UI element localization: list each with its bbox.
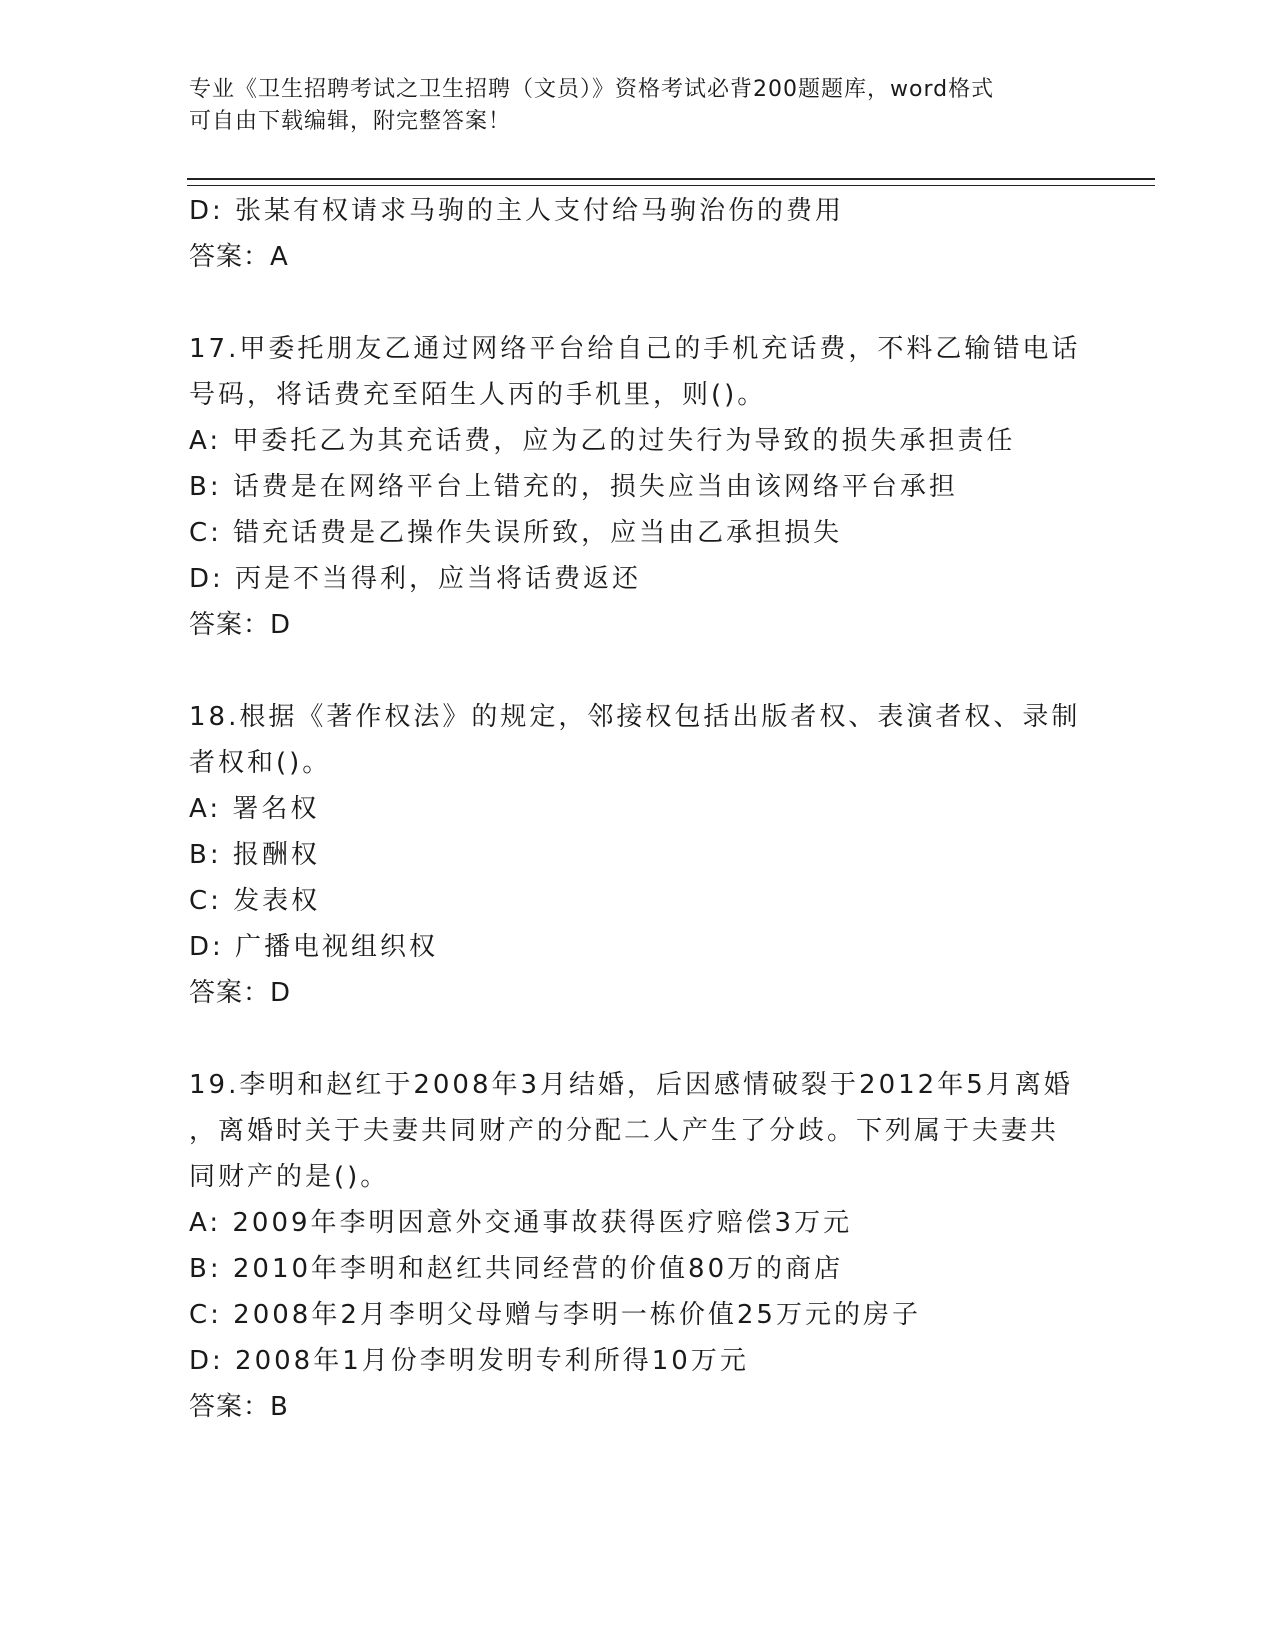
spacer [189, 1016, 1089, 1062]
question-17 [189, 326, 1089, 648]
question-18 [189, 694, 1089, 1016]
option-d: D: 2008年1月份李明发明专利所得10万元 [189, 1346, 749, 1376]
answer-line: 答案：A [189, 242, 289, 272]
header-line-2: 可自由下载编辑，附完整答案！ [189, 109, 512, 134]
question-stem-line: ，离婚时关于夫妻共同财产的分配二人产生了分歧。下列属于夫妻共 [189, 1116, 1060, 1146]
document-body [189, 188, 1089, 1430]
option-c: C: 错充话费是乙操作失误所致，应当由乙承担损失 [189, 518, 843, 548]
answer-line: 答案：D [189, 978, 292, 1008]
option-b: B: 2010年李明和赵红共同经营的价值80万的商店 [189, 1254, 844, 1284]
header-divider [187, 178, 1155, 186]
header-line-1: 专业《卫生招聘考试之卫生招聘（文员）》资格考试必背200题题库，word格式 [189, 77, 995, 102]
previous-question-tail [189, 188, 1089, 280]
option-a: A: 甲委托乙为其充话费，应为乙的过失行为导致的损失承担责任 [189, 426, 1016, 456]
option-b: B: 报酬权 [189, 840, 320, 870]
question-19 [189, 1062, 1089, 1430]
option-d: D: 张某有权请求马驹的主人支付给马驹治伤的费用 [189, 196, 845, 226]
option-d: D: 丙是不当得利，应当将话费返还 [189, 564, 642, 594]
page-header [189, 74, 1089, 138]
spacer [189, 280, 1089, 326]
option-a: A: 2009年李明因意外交通事故获得医疗赔偿3万元 [189, 1208, 853, 1238]
question-stem-line: 18.根据《著作权法》的规定，邻接权包括出版者权、表演者权、录制 [189, 702, 1081, 732]
option-b: B: 话费是在网络平台上错充的，损失应当由该网络平台承担 [189, 472, 958, 502]
answer-line: 答案：B [189, 1392, 289, 1422]
option-c: C: 发表权 [189, 886, 321, 916]
question-stem-line: 同财产的是()。 [189, 1162, 390, 1192]
question-stem-line: 者权和()。 [189, 748, 332, 778]
question-stem-line: 17.甲委托朋友乙通过网络平台给自己的手机充话费，不料乙输错电话 [189, 334, 1081, 364]
option-a: A: 署名权 [189, 794, 320, 824]
answer-line: 答案：D [189, 610, 292, 640]
spacer [189, 648, 1089, 694]
question-stem-line: 号码，将话费充至陌生人丙的手机里，则()。 [189, 380, 767, 410]
question-stem-line: 19.李明和赵红于2008年3月结婚，后因感情破裂于2012年5月离婚 [189, 1070, 1073, 1100]
option-d: D: 广播电视组织权 [189, 932, 439, 962]
option-c: C: 2008年2月李明父母赠与李明一栋价值25万元的房子 [189, 1300, 921, 1330]
